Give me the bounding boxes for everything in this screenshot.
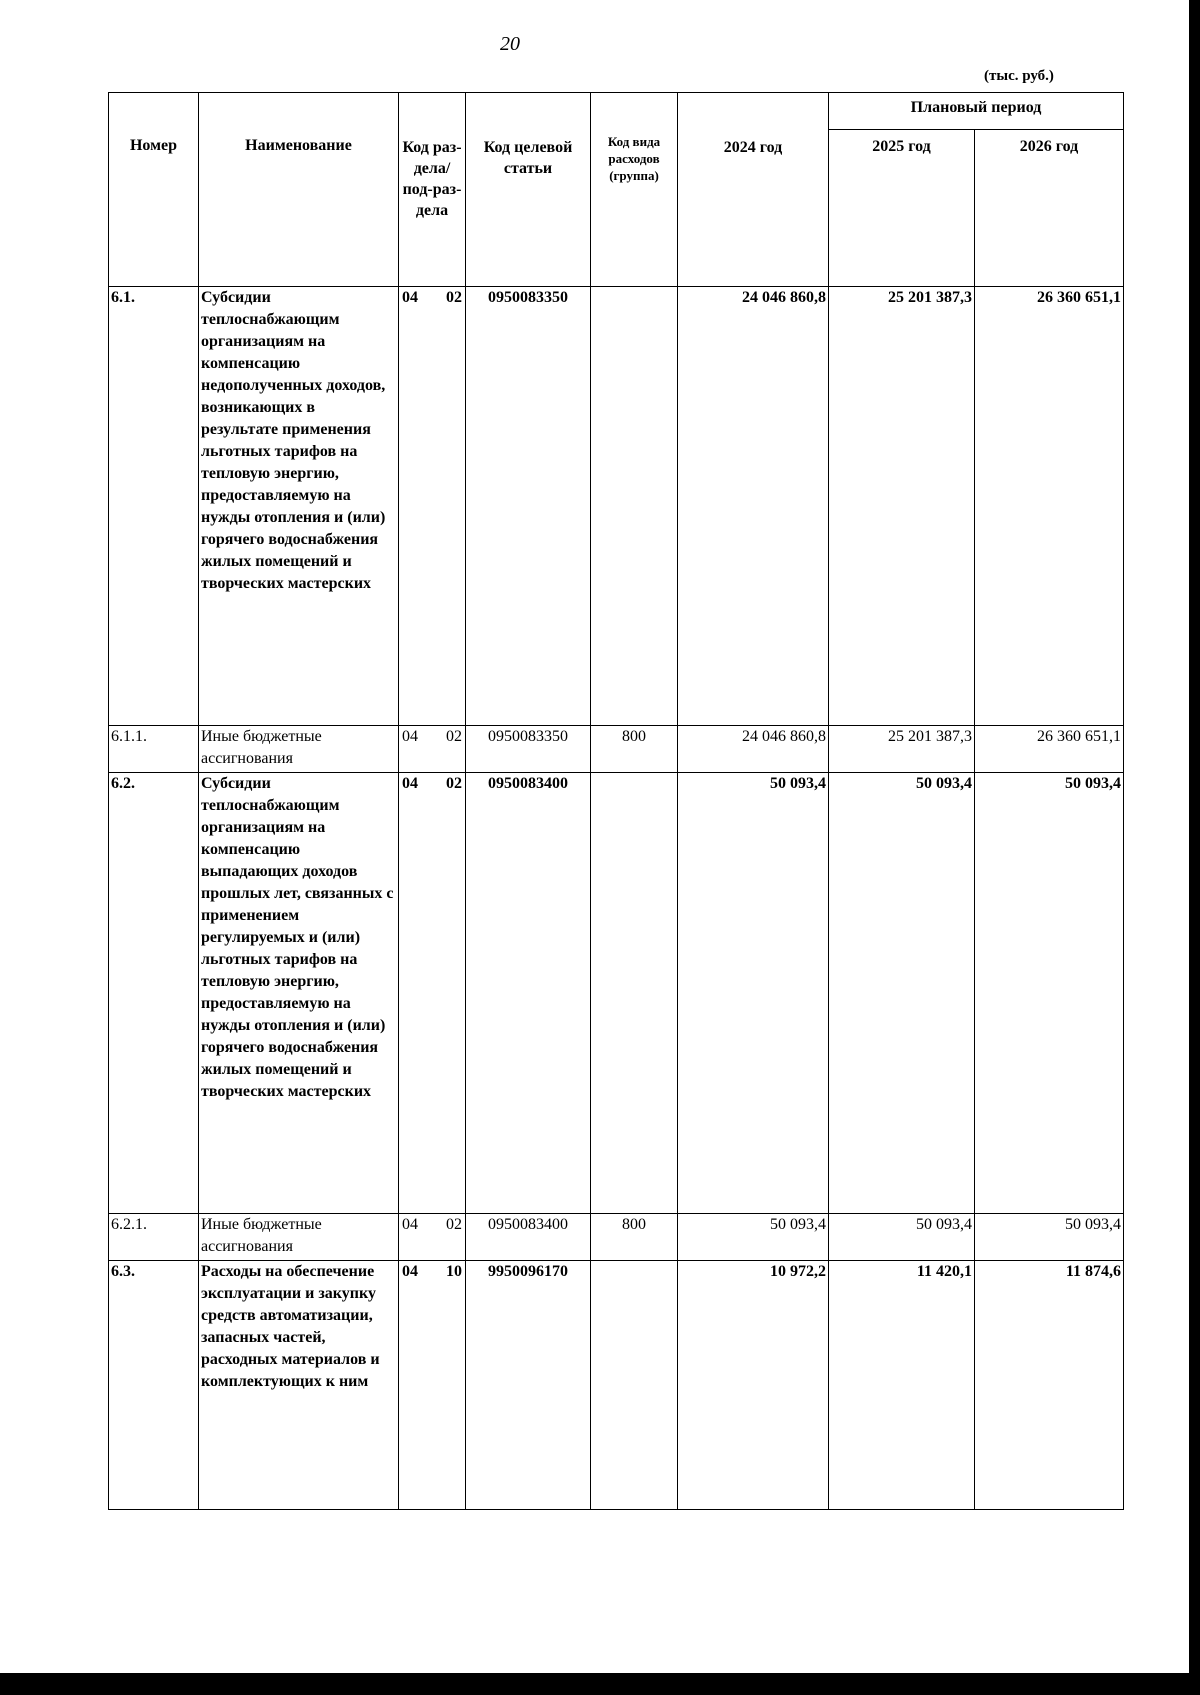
row-value-2026: 26 360 651,1 <box>975 287 1124 726</box>
row-section-code <box>399 1261 466 1510</box>
row-name: Иные бюджетные ассигнования <box>199 1214 399 1261</box>
row-name: Субсидии теплоснабжающим организациям на компенсацию выпадающих доходов прошлых лет, связанных с применением регулируемых и (или) льготных тарифов на тепловую энергию, предоставляемую на нужды отопления и (или) горячего водоснабжения жилых помещений и творческих мастерских <box>199 773 399 1214</box>
row-value-2024: 50 093,4 <box>678 1214 829 1261</box>
row-expense-type <box>591 773 678 1214</box>
row-section-code <box>399 773 466 1214</box>
header-name: Наименование <box>199 93 399 287</box>
row-section-code <box>399 287 466 726</box>
subsection: 02 <box>446 289 462 306</box>
row-value-2026: 50 093,4 <box>975 773 1124 1214</box>
header-year-2026: 2026 год <box>975 130 1124 287</box>
row-value-2025: 25 201 387,3 <box>829 287 975 726</box>
subsection: 02 <box>446 728 462 745</box>
section: 04 <box>402 728 418 745</box>
row-value-2026: 26 360 651,1 <box>975 726 1124 773</box>
table-row <box>109 726 1124 773</box>
table-row <box>109 773 1124 1214</box>
row-number: 6.2.1. <box>109 1214 199 1261</box>
row-target-code: 0950083350 <box>466 287 591 726</box>
row-number: 6.1. <box>109 287 199 726</box>
budget-table <box>108 92 1124 1510</box>
scan-border-right <box>1189 0 1200 1695</box>
table-row <box>109 1214 1124 1261</box>
row-value-2024: 10 972,2 <box>678 1261 829 1510</box>
row-value-2026: 50 093,4 <box>975 1214 1124 1261</box>
table-row <box>109 1261 1124 1510</box>
row-value-2026: 11 874,6 <box>975 1261 1124 1510</box>
header-number: Номер <box>109 93 199 287</box>
header-target-code: Код целевой статьи <box>466 93 591 287</box>
row-name: Субсидии теплоснабжающим организациям на компенсацию недополученных доходов, возникающих в результате применения льготных тарифов на тепловую энергию, предоставляемую на нужды отопления и (или) горячего водоснабжения жилых помещений и творческих мастерских <box>199 287 399 726</box>
row-value-2025: 50 093,4 <box>829 1214 975 1261</box>
row-target-code: 0950083400 <box>466 773 591 1214</box>
row-section-code <box>399 1214 466 1261</box>
row-value-2024: 50 093,4 <box>678 773 829 1214</box>
header-planning-period: Плановый период <box>829 93 1124 130</box>
row-expense-type <box>591 1261 678 1510</box>
row-expense-type: 800 <box>591 726 678 773</box>
row-target-code: 9950096170 <box>466 1261 591 1510</box>
subsection: 10 <box>446 1263 462 1280</box>
header-year-2025: 2025 год <box>829 130 975 287</box>
section: 04 <box>402 1216 418 1233</box>
row-value-2024: 24 046 860,8 <box>678 726 829 773</box>
row-expense-type <box>591 287 678 726</box>
row-name: Иные бюджетные ассигнования <box>199 726 399 773</box>
row-name: Расходы на обеспечение эксплуатации и закупку средств автоматизации, запасных частей, расходных материалов и комплектующих к ним <box>199 1261 399 1510</box>
header-section-code: Код раз-дела/ под-раз-дела <box>399 93 466 287</box>
scan-border-bottom <box>0 1673 1200 1695</box>
units-label: (тыс. руб.) <box>984 68 1054 84</box>
header-row-top <box>109 93 1124 130</box>
row-value-2025: 25 201 387,3 <box>829 726 975 773</box>
section: 04 <box>402 1263 418 1280</box>
section: 04 <box>402 289 418 306</box>
row-target-code: 0950083350 <box>466 726 591 773</box>
row-value-2025: 11 420,1 <box>829 1261 975 1510</box>
row-number: 6.3. <box>109 1261 199 1510</box>
header-year-2024: 2024 год <box>678 93 829 287</box>
header-expense-type: Код вида расходов (группа) <box>591 93 678 287</box>
subsection: 02 <box>446 775 462 792</box>
row-value-2024: 24 046 860,8 <box>678 287 829 726</box>
table-row <box>109 287 1124 726</box>
row-number: 6.1.1. <box>109 726 199 773</box>
subsection: 02 <box>446 1216 462 1233</box>
row-number: 6.2. <box>109 773 199 1214</box>
row-target-code: 0950083400 <box>466 1214 591 1261</box>
row-value-2025: 50 093,4 <box>829 773 975 1214</box>
row-section-code <box>399 726 466 773</box>
row-expense-type: 800 <box>591 1214 678 1261</box>
page-number: 20 <box>500 33 520 55</box>
section: 04 <box>402 775 418 792</box>
